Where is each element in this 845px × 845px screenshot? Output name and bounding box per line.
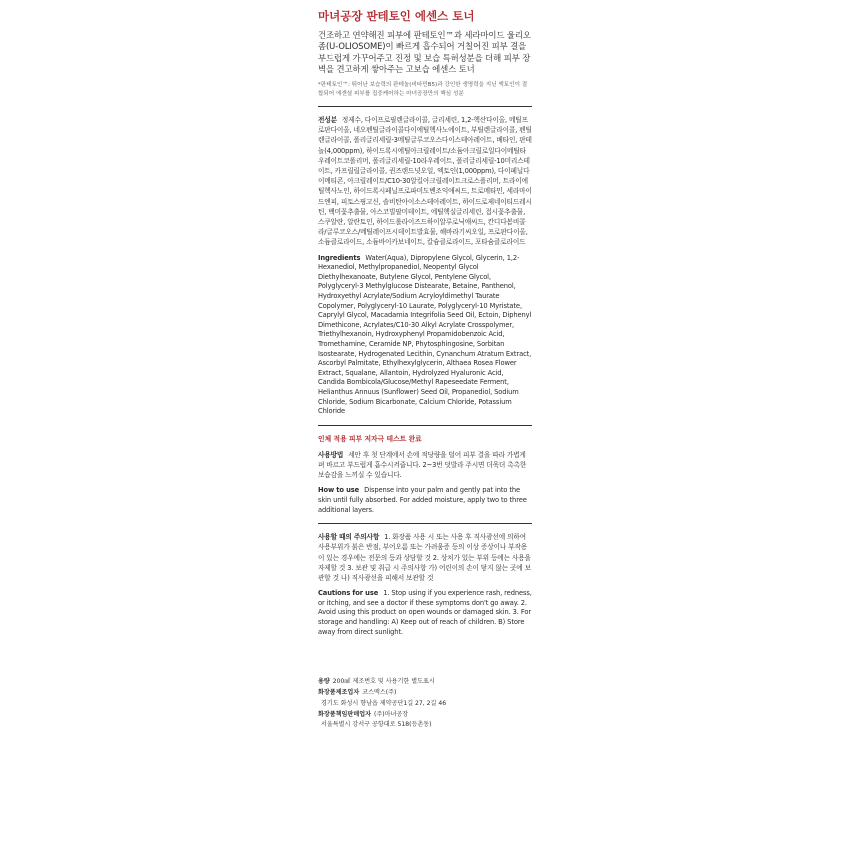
product-title: 마녀공장 판테토인 에센스 토너 xyxy=(318,9,475,23)
usage-english-label: How to use xyxy=(318,486,360,495)
label-column xyxy=(318,8,532,731)
footer-value: 경기도 화성시 향남읍 제약공단1길 27, 2길 46 xyxy=(321,699,447,707)
footer-value: 200㎖ 제조번호 및 사용기한 별도표시 xyxy=(332,678,435,686)
divider xyxy=(318,106,532,107)
footer-line xyxy=(318,688,532,699)
skin-test-notice: 인체 적용 피부 저자극 테스트 완료 xyxy=(318,434,422,443)
footer-value: (주)마녀공장 xyxy=(373,710,409,718)
footer-line xyxy=(318,677,532,688)
ingredients-korean xyxy=(318,115,532,248)
footer-line xyxy=(318,699,532,710)
cautions-english xyxy=(318,589,532,637)
usage-english-text: Dispense into your palm and gently pat into the skin until fully absorbed. For added moisture, apply two to three additional layers. xyxy=(318,486,527,514)
ingredients-korean-label: 전성분 xyxy=(318,116,337,124)
usage-korean xyxy=(318,450,532,481)
manufacturer-info xyxy=(318,677,532,731)
ingredients-english-text: Water(Aqua), Dipropylene Glycol, Glycerin, 1,2-Hexanediol, Methylpropanediol, Neopentyl Glycol Diethylhexanoate, Butylene Glycol, Pentylene Glycol, Polyglyceryl-3 Methylglucose Distearate, Betaine, Panthenol, Hydroxyethyl Acrylate/Sodium Acryloyldimethyl Taurate Copolymer, Polyglyceryl-10 Laurate, Polyglyceryl-10 Myristate, Caprylyl Glycol, Macadamia Integrifolia Seed Oil, Ectoin, Diphenyl Dimethicone, Acrylates/C10-30 Alkyl Acrylate Crosspolymer, Triethylhexanoin, Hydroxyphenyl Propamidobenzoic Acid, Tromethamine, Ceramide NP, Phytosphingosine, Sorbitan Isostearate, Hydrogenated Lecithin, Cynanchum Atratum Extract, Ascorbyl Palmitate, Ethylhexylglycerin, Althaea Rosea Flower Extract, Squalane, Allantoin, Hydrolyzed Hyaluronic Acid, Candida Bombicola/Glucose/Methyl Rapeseedate Ferment, Helianthus Annuus (Sunflower) Seed Oil, Propanediol, Sodium Chloride, Sodium Bicarbonate, Calcium Chloride, Potassium Chloride xyxy=(318,253,532,416)
footer-label: 화장품책임판매업자 xyxy=(318,710,371,718)
cautions-english-text: 1. Stop using if you experience rash, redness, or itching, and see a doctor if these symptoms don't go away. 2. Avoid using this product on open wounds or damaged skin. 3. For storage and handling: A) Keep out of reach of children. B) Store away from direct sunlight. xyxy=(318,589,532,636)
spacer xyxy=(318,643,532,677)
cautions-korean xyxy=(318,532,532,583)
ingredients-english-label: Ingredients xyxy=(318,253,361,262)
usage-korean-text: 세안 후 첫 단계에서 손에 적당량을 덜어 피부 결을 따라 가볍게 펴 바르고 부드럽게 흡수시켜줍니다. 2~3번 덧발라 주시면 더욱더 촉촉한 보습감을 느끼실 수 있습니다. xyxy=(318,450,527,480)
divider xyxy=(318,425,532,426)
divider xyxy=(318,523,532,524)
usage-korean-label: 사용방법 xyxy=(318,450,344,459)
product-description: 건조하고 연약해진 피부에 판테토인™과 세라마이드 울리오좀(U-OLIOSOME)이 빠르게 흡수되어 거칠어진 피부 결을 부드럽게 가꾸어주고 진정 및 보습 특허성분을 더해 피부 장벽을 견고하게 쌓아주는 고보습 에센스 토너 xyxy=(318,30,531,74)
footer-label: 용량 xyxy=(318,678,330,686)
ingredients-english xyxy=(318,254,532,417)
usage-english xyxy=(318,486,532,515)
footer-label: 화장품제조업자 xyxy=(318,688,360,696)
cautions-korean-text: 1. 화장품 사용 시 또는 사용 후 직사광선에 의하여 사용부위가 붉은 반점, 부어오름 또는 가려움증 등의 이상 증상이나 부작용이 있는 경우에는 전문의 등과 상담할 것 2. 상처가 있는 부위 등에는 사용을 자제할 것 3. 보관 및 취급 시 주의사항 가) 어린이의 손이 닿지 않는 곳에 보관할 것 나) 직사광선을 피해서 보관할 것 xyxy=(318,533,531,582)
footer-value: 서울특별시 강서구 공항대로 518(등촌동) xyxy=(321,721,432,729)
footer-line xyxy=(318,720,532,731)
ingredient-footnote: *판테토인™: 뛰어난 보습력의 판테놀(비타민B5)과 강인한 생명력을 지닌 엑토인이 결합되어 에센셜 피부를 집중케어하는 마녀공장만의 핵심 성분 xyxy=(318,82,528,97)
ingredients-korean-text: 정제수, 다이프로필렌글라이콜, 글리세린, 1,2-헥산다이올, 메틸프로판다이올, 네오펜틸글라이콜다이에틸헥사노에이트, 부틸렌글라이콜, 펜틸렌글라이콜, 폴리글리세릴-3메틸글루코오스다이스테아레이트, 베타인, 판테놀(4,000ppm), 하이드록시에틸아크릴레이트/소듐아크릴로일다이메틸타우레이트코폴리머, 폴리글리세릴-10라우레이트, 폴리글리세릴-10미리스테이트, 카프릴릴글라이콜, 퀸즈랜드넛오일, 엑토인(1,000ppm), 다이페닐다이메티콘, 아크릴레이트/C10-30알킬아크릴레이트크로스폴리머, 트라이에틸헥사노인, 하이드록시페닐프로파미도벤조익애씨드, 트로메타민, 세라마이드엔피, 피토스핑고신, 솔비탄아이소스테아레이트, 하이드로제네이티드레시틴, 백미꽃추출물, 아스코빌팔미테이트, 에틸헥실글리세린, 접시꽃추출물, 스쿠알란, 알란토인, 하이드롤라이즈드하이알루로닉애씨드, 칸디다봄비콜라/글루코오스/메틸레이프시데이트발효물, 해바라기씨오일, 프로판다이올, 소듐클로라이드, 소듐바이카보네이트, 칼슘클로라이드, 포타슘클로라이드 xyxy=(318,116,532,247)
cautions-korean-label: 사용할 때의 주의사항 xyxy=(318,533,380,542)
cautions-english-label: Cautions for use xyxy=(318,589,379,598)
footer-value: 코스맥스(주) xyxy=(362,688,397,696)
footer-line xyxy=(318,710,532,721)
